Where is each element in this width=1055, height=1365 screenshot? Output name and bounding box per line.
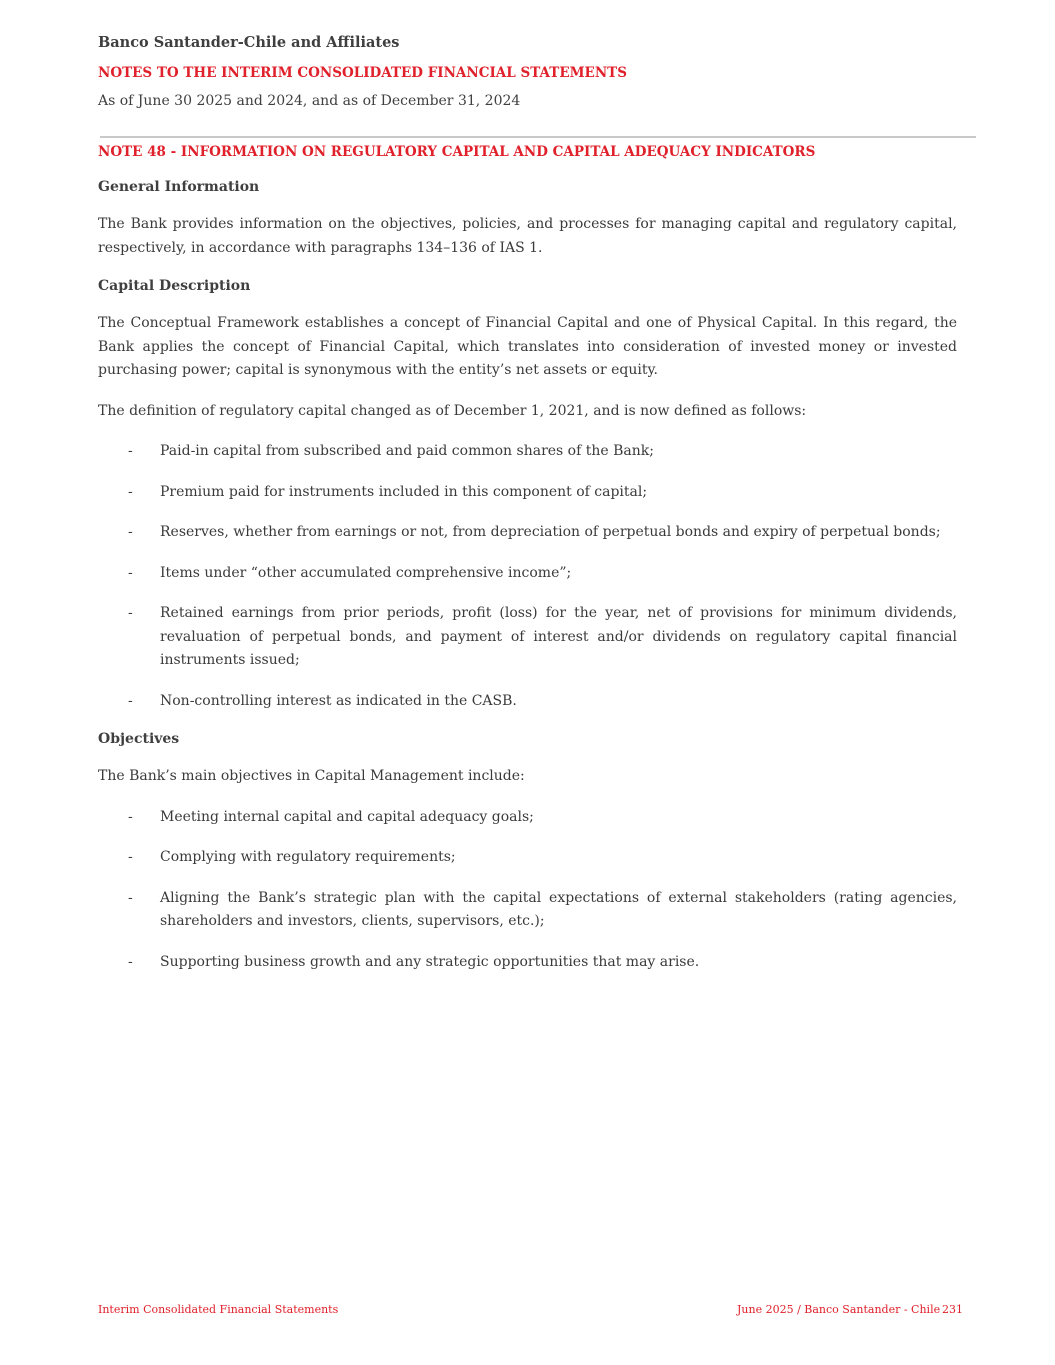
list-item — [98, 440, 957, 464]
general-paragraph: The Bank provides information on the objectives, policies, and processes for managing capital and regulatory capital, respectively, in accordance with paragraphs 134–136 of IAS 1. — [98, 216, 957, 256]
dash-bullet: - — [128, 564, 133, 581]
list-item — [98, 481, 957, 505]
list-item-text: Supporting business growth and any strategic opportunities that may arise. — [160, 953, 700, 970]
list-item — [98, 690, 957, 714]
capital-paragraph: The Conceptual Framework establishes a concept of Financial Capital and one of Physical Capital. In this regard, the Bank applies the concept of Financial Capital, which translates into consideration of invested money or invested purchasing power; capital is synonymous with the entity’s net assets or equity. — [98, 315, 957, 378]
list-item-text: Items under “other accumulated comprehensive income”; — [160, 564, 572, 581]
general-heading: General Information — [98, 179, 260, 195]
dash-bullet: - — [128, 808, 133, 825]
list-item-text: Non-controlling interest as indicated in the CASB. — [160, 692, 517, 709]
dash-bullet: - — [128, 849, 133, 865]
note-title: NOTE 48 - INFORMATION ON REGULATORY CAPITAL AND CAPITAL ADEQUACY INDICATORS — [98, 144, 816, 160]
note-content — [98, 143, 957, 991]
objectives-heading: Objectives — [98, 731, 180, 747]
date-line: As of June 30 2025 and 2024, and as of December 31, 2024 — [98, 93, 521, 109]
list-item-text: Retained earnings from prior periods, profit (loss) for the year, net of provisions for minimum dividends, revaluation of perpetual bonds, and payment of interest and/or dividends on regulatory capital financial instruments issued; — [160, 605, 957, 668]
list-item-text: Paid-in capital from subscribed and paid common shares of the Bank; — [160, 443, 654, 459]
footer-period: June 2025 / Banco Santander - Chile — [737, 1303, 941, 1316]
list-item-text: Meeting internal capital and capital adequacy goals; — [160, 808, 534, 825]
company-name: Banco Santander-Chile and Affiliates — [98, 34, 400, 51]
dash-bullet: - — [128, 889, 133, 906]
list-item — [98, 602, 957, 673]
list-item — [98, 562, 957, 586]
notes-title: NOTES TO THE INTERIM CONSOLIDATED FINANCIAL STATEMENTS — [98, 65, 627, 81]
objectives-intro: The Bank’s main objectives in Capital Management include: — [98, 768, 525, 784]
dash-bullet: - — [128, 605, 133, 621]
list-item — [98, 521, 957, 545]
list-item-text: Complying with regulatory requirements; — [160, 849, 456, 865]
list-item — [98, 806, 957, 830]
dash-bullet: - — [128, 524, 133, 540]
capital-heading: Capital Description — [98, 278, 251, 294]
list-item-text: Aligning the Bank’s strategic plan with the capital expectations of external stakeholders (rating agencies, shareholders and investors, clients, supervisors, etc.); — [160, 889, 957, 929]
dash-bullet: - — [128, 692, 133, 709]
definition-intro: The definition of regulatory capital changed as of December 1, 2021, and is now defined as follows: — [98, 402, 807, 419]
list-item — [98, 887, 957, 934]
dash-bullet: - — [128, 953, 133, 970]
list-item — [98, 846, 957, 870]
page-number: 231 — [942, 1303, 963, 1316]
list-item-text: Premium paid for instruments included in this component of capital; — [160, 483, 648, 500]
footer-document-title: Interim Consolidated Financial Statements — [98, 1303, 339, 1316]
objectives-list — [98, 806, 957, 975]
header-divider — [100, 136, 976, 138]
dash-bullet: - — [128, 483, 133, 500]
capital-definition-list — [98, 440, 957, 713]
list-item — [98, 951, 957, 975]
dash-bullet: - — [128, 443, 133, 459]
list-item-text: Reserves, whether from earnings or not, from depreciation of perpetual bonds and expiry of perpetual bonds; — [160, 524, 941, 540]
